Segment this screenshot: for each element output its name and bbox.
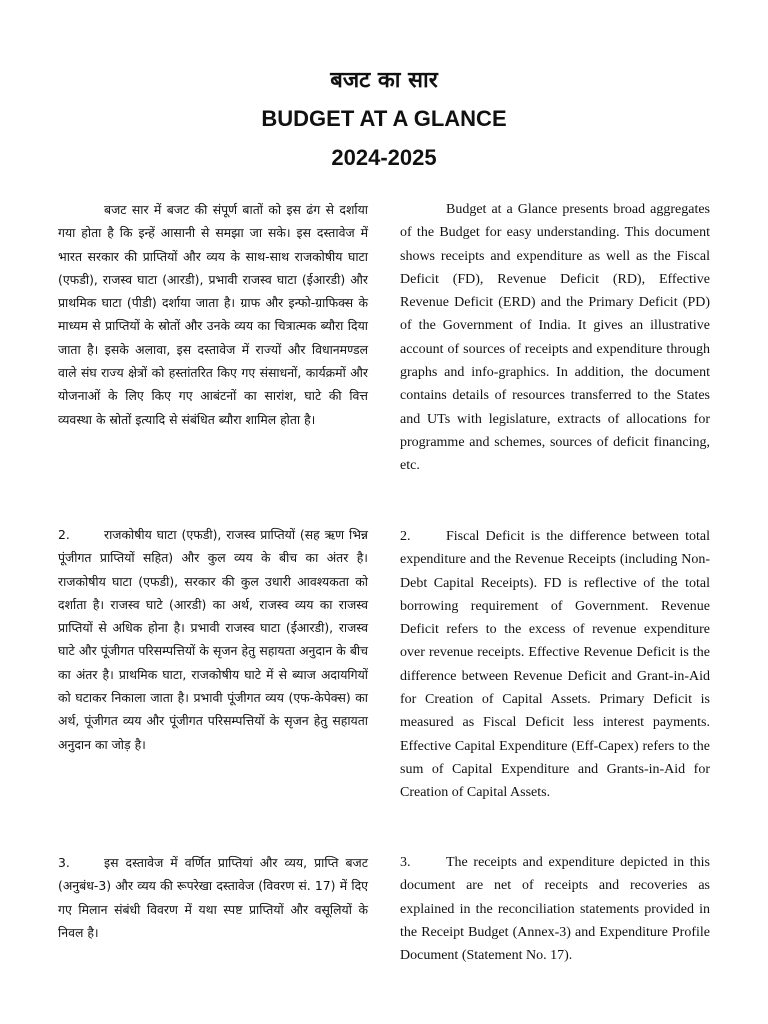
section-2-number-hindi: 2.	[58, 527, 70, 542]
section-2-number-english: 2.	[400, 529, 411, 544]
section-2-hindi-text: राजकोषीय घाटा (एफडी), राजस्व प्राप्तियों (सह ऋण भिन्न पूंजीगत प्राप्तियों सहित) और कुल व्यय के बीच का अंतर है। राजकोषीय घाटा (एफडी), सरकार की कुल उधारी आवश्यकता को दर्शाता है। राजस्व घाटे (आरडी) का अर्थ, राजस्व व्यय का राजस्व प्राप्तियों से अधिक होना है। प्रभावी राजस्व घाटा (ईआरडी), राजस्व घाटे और पूंजीगत परिसम्पत्तियों के सृजन हेतु सहायता अनुदान के बीच का अंतर है। प्राथमिक घाटा, राजकोषीय घाटे में से ब्याज अदायगियों को घटाकर निकाला जाता है। प्रभावी पूंजीगत व्यय (एफ-केपेक्स) का अर्थ, पूंजीगत व्यय और पूंजीगत परिसम्पत्तियों के सृजन हेतु सहायता अनुदान का जोड़ है।	[58, 527, 368, 752]
section-3-hindi-text: इस दस्तावेज में वर्णित प्राप्तियां और व्यय, प्राप्ति बजट (अनुबंध-3) और व्यय की रूपरेखा दस्तावेज (विवरण सं. 17) में दिए गए मिलान संबंधी विवरण में यथा स्पष्ट प्राप्तियों और वसूलियों के निवल है।	[58, 855, 368, 940]
section-1-hindi	[58, 198, 368, 431]
section-1-english-text: Budget at a Glance presents broad aggregates of the Budget for easy understanding. This document shows receipts and expenditure as well as the Fiscal Deficit (FD), Revenue Deficit (RD), Effective Revenue Deficit (ERD) and the Primary Deficit (PD) of the Government of India. It gives an illustrative account of sources of receipts and expenditure through graphs and info-graphics. In addition, the document contains details of resources transferred to the States and UTs with legislature, extracts of allocations for programme and schemes, sources of deficit financing, etc.	[400, 202, 710, 474]
section-2-english	[400, 525, 710, 805]
section-3-english	[400, 851, 710, 967]
title-english: BUDGET AT A GLANCE	[261, 106, 507, 131]
section-3-number-english: 3.	[400, 855, 411, 870]
section-3-english-text: The receipts and expenditure depicted in this document are net of receipts and recoveries as explained in the reconciliation statements provided in the Receipt Budget (Annex-3) and Expenditure Profile Document (Statement No. 17).	[400, 855, 710, 964]
section-1-hindi-text: बजट सार में बजट की संपूर्ण बातों को इस ढंग से दर्शाया गया होता है कि इन्हें आसानी से समझा जा सके। इस दस्तावेज में भारत सरकार की प्राप्तियों और व्यय के साथ-साथ राजकोषीय घाटा (एफडी), राजस्व घाटा (आरडी), प्रभावी राजस्व घाटा (ईआरडी) और प्राथमिक घाटा (पीडी) दर्शाया जाता है। ग्राफ और इन्फो-ग्राफिक्स के माध्यम से प्राप्तियों के स्रोतों और उनके व्यय का चित्रात्मक ब्यौरा दिया जाता है। इसके अलावा, इस दस्तावेज में राज्यों और विधानमण्डल वाले संघ राज्य क्षेत्रों को हस्तांतरित किए गए संसाधनों, कार्यक्रमों और योजनाओं के लिए किए गए आबंटनों का सारांश, घाटे की वित्त व्यवस्था के स्रोतों इत्यादि से संबंधित ब्यौरा शामिल होता है।	[58, 202, 368, 427]
budget-year: 2024-2025	[331, 145, 437, 170]
section-3-hindi	[58, 851, 368, 944]
section-3-number-hindi: 3.	[58, 855, 70, 870]
section-2-hindi	[58, 523, 368, 756]
section-1-english	[400, 198, 710, 478]
title-hindi: बजट का सार	[330, 68, 438, 93]
section-2-english-text: Fiscal Deficit is the difference between total expenditure and the Revenue Receipts (including Non-Debt Capital Receipts). FD is reflective of the total borrowing requirement of Government. Revenue Deficit refers to the excess of revenue expenditure over revenue receipts. Effective Revenue Deficit is the difference between Revenue Deficit and Grant-in-Aid for Creation of Capital Assets. Primary Deficit is measured as Fiscal Deficit less interest payments. Effective Capital Expenditure (Eff-Capex) refers to the sum of Capital Expenditure and Grants-in-Aid for Creation of Capital Assets.	[400, 529, 710, 801]
